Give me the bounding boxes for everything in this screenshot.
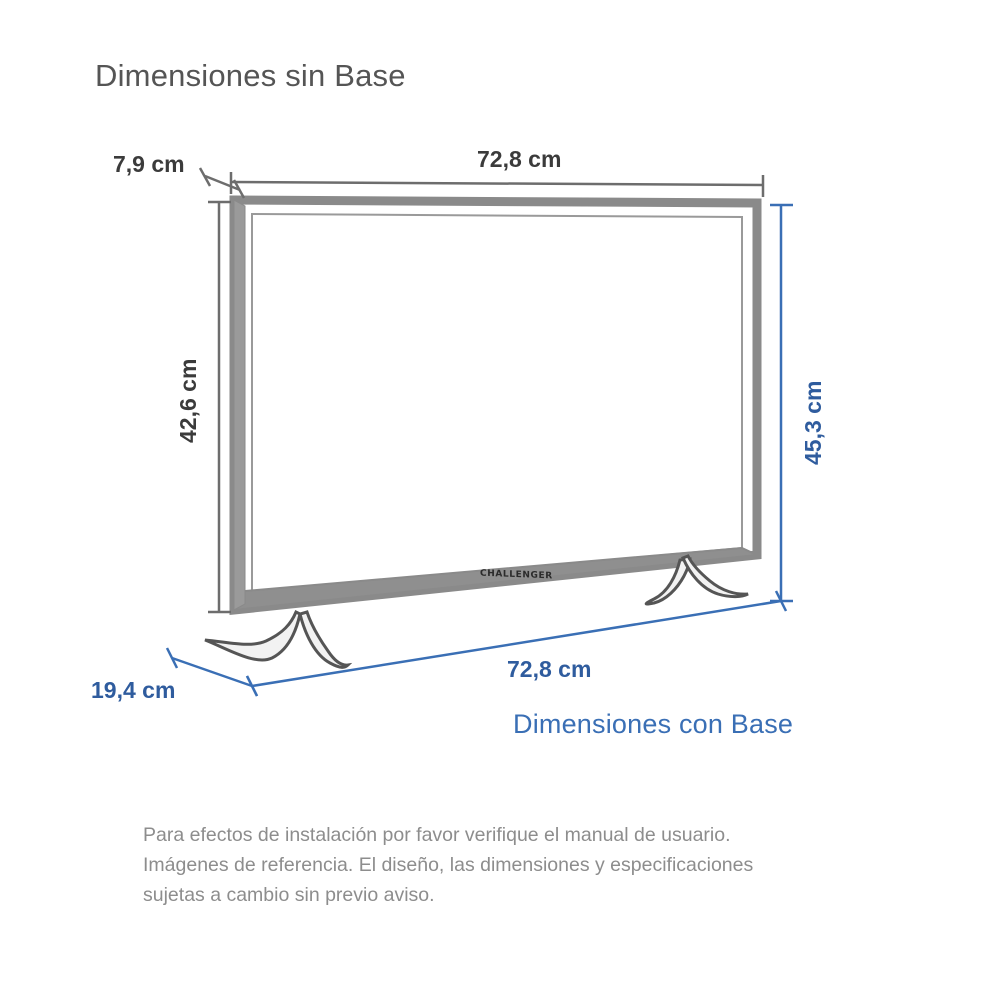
tv-screen-area [252,214,742,592]
dim-line-width-top [231,182,763,185]
tv-stand-left-leg [205,612,300,660]
tv-left-edge [234,200,245,610]
footnote-line-2: Imágenes de referencia. El diseño, las dimensiones y especificaciones [143,854,754,876]
tv-stand-left-leg-inner [300,612,348,667]
footnote-line-1: Para efectos de instalación por favor verifique el manual de usuario. [143,824,731,846]
footnote-text [143,820,863,910]
label-depth-no-base: 7,9 cm [113,151,185,177]
label-depth-with-base: 19,4 cm [91,677,176,703]
label-height-with-base: 45,3 cm [800,380,826,465]
title-dimensions-with-base: Dimensiones con Base [513,709,794,739]
dim-line-depth-with-base [172,658,252,686]
footnote-line-3: sujetas a cambio sin previo aviso. [143,884,435,906]
title-dimensions-no-base: Dimensiones sin Base [95,58,406,93]
tv-brand-logo: CHALLENGER [480,568,553,582]
label-width-bottom: 72,8 cm [507,656,592,682]
label-height-no-base: 42,6 cm [175,358,201,443]
label-width-top: 72,8 cm [477,146,562,172]
